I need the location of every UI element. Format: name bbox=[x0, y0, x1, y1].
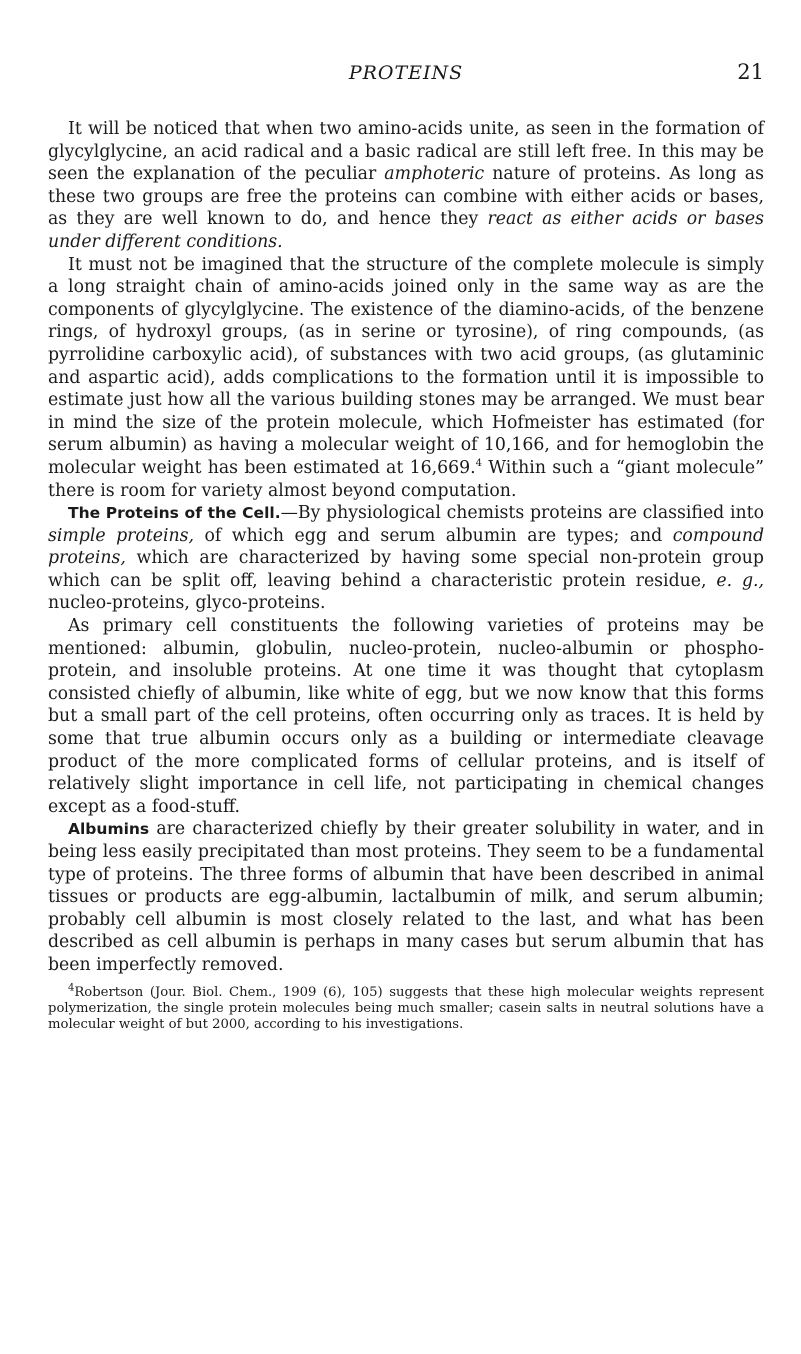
paragraph-text: —By physiological chemists proteins are classified into bbox=[280, 503, 764, 524]
emphasis-simple-proteins: simple proteins, bbox=[48, 525, 195, 546]
section-heading-proteins-of-the-cell: The Proteins of the Cell. bbox=[68, 504, 281, 523]
page-number: 21 bbox=[737, 60, 764, 84]
paragraph-text: nature of proteins. As long as these two groups are free the proteins can combine with either acids or bases, as they are well known to do, and hence they bbox=[48, 164, 764, 230]
paragraph-text: It must not be imagined that the structure of the complete molecule is simply a long straight chain of amino-acids joined only in the same way as are the components of glycylglycine. The existence of the diamino-acids, of the benzene rings, of hydroxyl groups, (as in serine or tyrosine), of ring compounds, (as pyrrolidine carboxylic acid), of substances with two acid groups, (as glutaminic and aspartic acid), adds complications to the formation until it is impossible to estimate just how all the various building stones may be arranged. We must bear in mind the size of the protein molecule, which Hofmeister has estimated (for serum albumin) as having a molecular weight of 10,166, and for hemoglobin the molecular weight has been estimated at 16,669. bbox=[48, 254, 764, 478]
footnote-marker: 4 bbox=[68, 982, 75, 994]
paragraph-proteins-of-the-cell bbox=[48, 502, 764, 615]
emphasis-eg: e. g., bbox=[716, 570, 764, 591]
paragraph-text: are characterized chiefly by their greater solubility in water, and in being less easily precipitated than most proteins. They seem to be a fundamental type of proteins. The three forms of albumin that have been described in animal tissues or products are egg-albumin, lactalbumin of milk, and serum albumin; probably cell albumin is most closely related to the last, and what has been described as cell albumin is perhaps in many cases but serum albumin that has been imperfectly removed. bbox=[48, 819, 764, 975]
paragraph-text: nucleo-proteins, glyco-proteins. bbox=[48, 593, 326, 614]
footnote bbox=[48, 982, 764, 1033]
paragraph-text: It will be noticed that when two amino-acids unite, as seen in the formation of glycylglycine, an acid radical and a basic radical are still left free. In this may be seen the explanation of the peculiar bbox=[48, 119, 764, 185]
paragraph-text: which are characterized by having some special non-protein group which can be split off, leaving behind a characteristic protein residue, bbox=[48, 548, 764, 591]
paragraph-text: of which egg and serum albumin are types; and bbox=[194, 525, 673, 546]
section-heading-albumins: Albumins bbox=[68, 820, 150, 839]
emphasis-amphoteric: amphoteric bbox=[384, 164, 485, 185]
emphasis-compound-proteins: compound proteins, bbox=[48, 525, 765, 569]
emphasis-react-as-acids-or-bases: react as either acids or bases under different conditions. bbox=[48, 209, 764, 252]
footnote-author: Robertson bbox=[74, 984, 144, 1000]
paragraph-amphoteric bbox=[48, 118, 764, 254]
paragraph-albumins bbox=[48, 818, 764, 976]
body-text bbox=[48, 118, 764, 977]
footnote-reference: 4 bbox=[475, 458, 482, 470]
paragraph-text: Within such a “giant molecule” there is room for variety almost beyond computation. bbox=[48, 457, 764, 501]
paragraph-primary-cell-constituents bbox=[48, 615, 764, 818]
paragraph-text: As primary cell constituents the following varieties of proteins may be mentioned: albumin, globulin, nucleo-protein, nucleo-albumin or phospho-protein, and insoluble proteins. At one time it was thought that cytoplasm consisted chiefly of albumin, like white of egg, but we now know that this forms but a small part of the cell proteins, often occurring only as traces. It is held by some that true albumin occurs only as a building or intermediate cleavage product of the more complicated forms of cellular proteins, and is itself of relatively slight importance in cell life, not participating in chemical changes except as a food-stuff. bbox=[48, 616, 764, 817]
running-title: PROTEINS bbox=[348, 62, 464, 84]
footnote-text: (Jour. Biol. Chem., 1909 (6), 105) suggests that these high molecular weights represent polymerization, the single protein molecules being much smaller; casein salts in neutral solutions have a molecular weight of but 2000, according to his investigations. bbox=[48, 984, 764, 1032]
book-page bbox=[48, 62, 764, 1033]
running-header bbox=[48, 62, 764, 96]
paragraph-molecule-structure bbox=[48, 254, 764, 503]
